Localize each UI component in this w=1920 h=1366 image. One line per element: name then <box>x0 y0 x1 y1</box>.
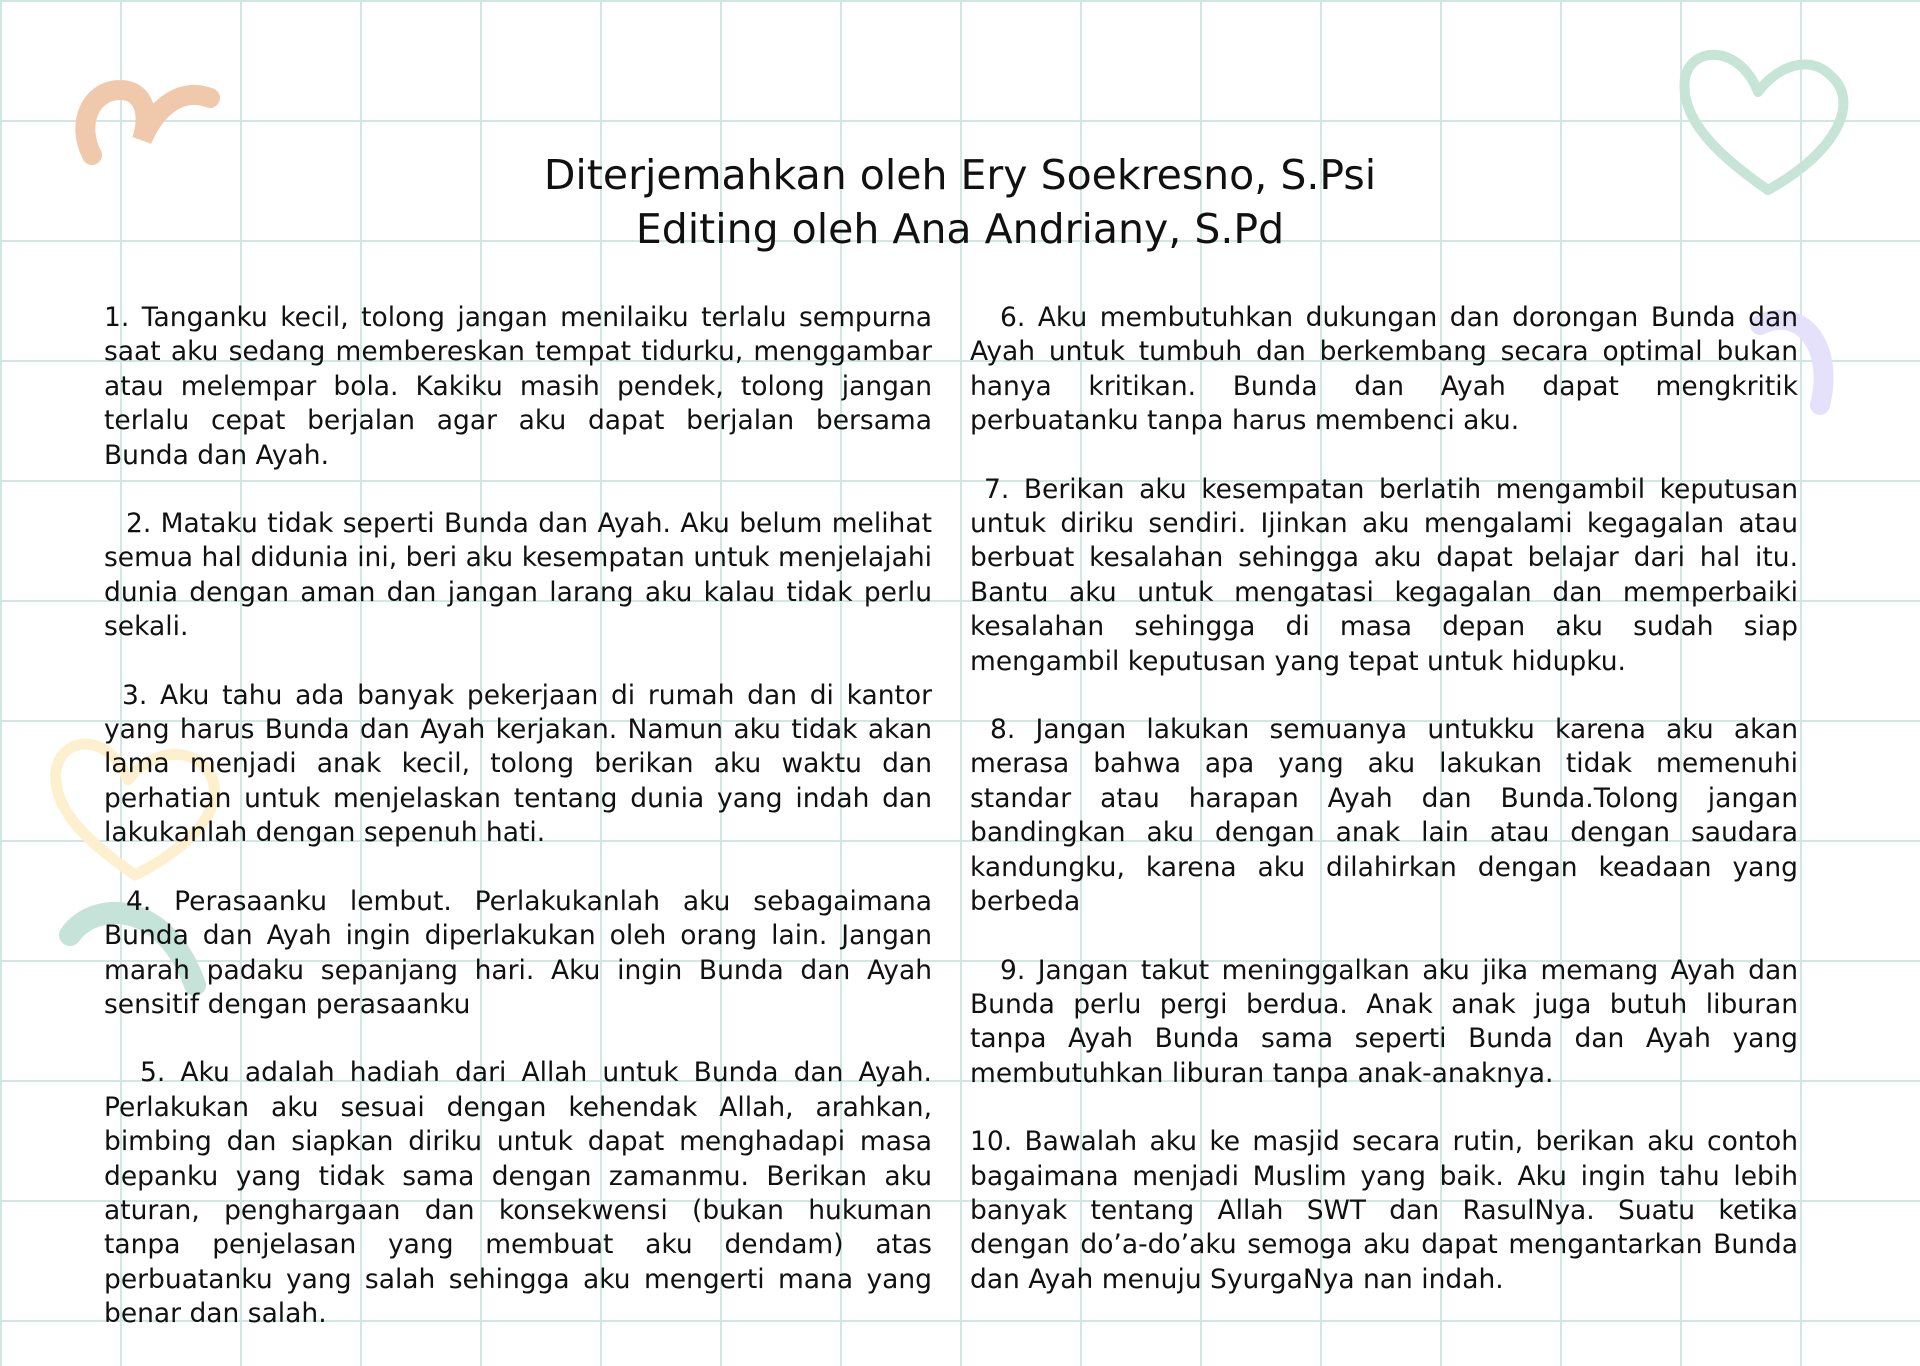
point-3: 3. Aku tahu ada banyak pekerjaan di rumah dan di kantor yang harus Bunda dan Ayah kerjakan. Namun aku tidak akan lama menjadi anak kecil, tolong berikan aku waktu dan perhatian untuk menjelaskan tentang dunia yang indah dan lakukanlah dengan sepenuh hati. <box>104 679 932 849</box>
point-1: 1. Tanganku kecil, tolong jangan menilaiku terlalu sempurna saat aku sedang membereskan tempat tidurku, menggambar atau melempar bola. Kakiku masih pendek, tolong jangan terlalu cepat berjalan agar aku dapat berjalan bersama Bunda dan Ayah. <box>104 302 932 471</box>
right-column <box>970 301 1798 1331</box>
point-9: 9. Jangan takut meninggalkan aku jika memang Ayah dan Bunda perlu pergi berdua. Anak anak juga butuh liburan tanpa Ayah Bunda sama seperti Bunda dan Ayah yang membutuhkan liburan tanpa anak-anaknya. <box>970 954 1798 1089</box>
point-8: 8. Jangan lakukan semuanya untukku karena aku akan merasa bahwa apa yang aku lakukan tidak memenuhi standar atau harapan Ayah dan Bunda.Tolong jangan bandingkan aku dengan anak lain atau dengan saudara kandungku, karena aku dilahirkan dengan keadaan yang berbeda <box>970 714 1798 918</box>
point-7: 7. Berikan aku kesempatan berlatih mengambil keputusan untuk diriku sendiri. Ijinkan aku mengalami kegagalan atau berbuat kesalahan sehingga aku dapat belajar dari hal itu. Bantu aku untuk mengatasi kegagalan dan memperbaiki kesalahan sehingga di masa depan aku sudah siap mengambil keputusan yang tepat untuk hidupku. <box>970 473 1798 677</box>
editor-credit: Editing oleh Ana Andriany, S.Pd <box>635 205 1285 253</box>
point-4: 4. Perasaanku lembut. Perlakukanlah aku sebagaimana Bunda dan Ayah ingin diperlakukan oleh orang lain. Jangan marah padaku sepanjang hari. Aku ingin Bunda dan Ayah sensitif dengan perasaanku <box>104 885 932 1020</box>
point-2: 2. Mataku tidak seperti Bunda dan Ayah. Aku belum melihat semua hal didunia ini, beri aku kesempatan untuk menjelajahi dunia dengan aman dan jangan larang aku kalau tidak perlu sekali. <box>104 508 932 643</box>
left-column <box>104 301 932 1366</box>
point-6: 6. Aku membutuhkan dukungan dan dorongan Bunda dan Ayah untuk tumbuh dan berkembang secara optimal bukan hanya kritikan. Bunda dan Ayah dapat mengkritik perbuatanku tanpa harus membenci aku. <box>970 302 1798 437</box>
translator-credit: Diterjemahkan oleh Ery Soekresno, S.Psi <box>543 151 1377 199</box>
point-5: 5. Aku adalah hadiah dari Allah untuk Bunda dan Ayah. Perlakukan aku sesuai dengan kehendak Allah, arahkan, bimbing dan siapkan diriku untuk dapat menghadapi masa depanku yang tidak sama dengan zamanmu. Berikan aku aturan, penghargaan dan konsekwensi (bukan hukuman tanpa penjelasan yang membuat aku dendam) atas perbuatanku yang salah sehingga aku mengerti mana yang benar dan salah. <box>104 1057 932 1330</box>
point-10: 10. Bawalah aku ke masjid secara rutin, berikan aku contoh bagaimana menjadi Muslim yang baik. Aku ingin tahu lebih banyak tentang Allah SWT dan RasulNya. Suatu ketika dengan do’a-do’aku semoga aku dapat mengantarkan Bunda dan Ayah menuju SyurgaNya nan indah. <box>970 1126 1798 1295</box>
document-header <box>0 148 1920 256</box>
